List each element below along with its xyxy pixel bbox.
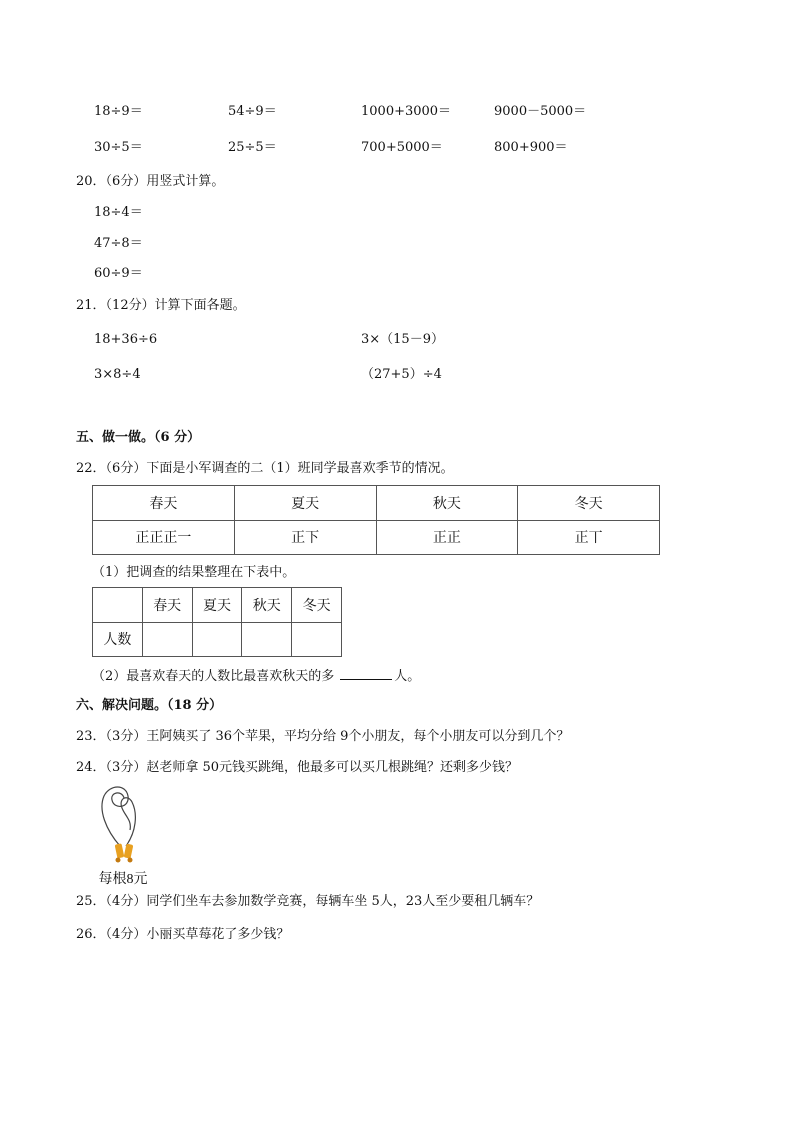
q21-title: 21．（12分）计算下面各题。 bbox=[76, 298, 246, 313]
q24-text: 24．（3分）赵老师拿 50元钱买跳绳，他最多可以买几根跳绳？还剩多少钱？ bbox=[76, 760, 518, 775]
survey-season-spring: 春天 bbox=[93, 486, 235, 521]
survey-tally-winter: 正丅 bbox=[518, 520, 660, 555]
survey-header-row bbox=[93, 486, 660, 521]
q22-sub2-prefix: （2）最喜欢春天的人数比最喜欢秋天的多 bbox=[92, 669, 335, 684]
result-table bbox=[92, 587, 342, 657]
oral-r2-c4: 800+900＝ bbox=[494, 140, 568, 155]
q22-title: 22．（6分）下面是小军调查的二（1）班同学最喜欢季节的情况。 bbox=[76, 461, 454, 476]
survey-tally-spring: 正正正一 bbox=[93, 520, 235, 555]
q20-item-1: 18÷4＝ bbox=[94, 205, 143, 220]
q21-item-1: 18+36÷6 bbox=[94, 332, 158, 347]
oral-r2-c3: 700+5000＝ bbox=[361, 140, 443, 155]
survey-tally-autumn: 正正 bbox=[376, 520, 518, 555]
oral-r1-c2: 54÷9＝ bbox=[228, 104, 277, 119]
survey-tally-row bbox=[93, 520, 660, 555]
result-cell-summer[interactable] bbox=[192, 622, 242, 657]
result-count-row bbox=[93, 622, 342, 657]
oral-r1-c3: 1000+3000＝ bbox=[361, 104, 452, 119]
result-cell-autumn[interactable] bbox=[242, 622, 292, 657]
q23-text: 23．（3分）王阿姨买了 36个苹果，平均分给 9个小朋友，每个小朋友可以分到几个？ bbox=[76, 729, 570, 744]
q20-title: 20．（6分）用竖式计算。 bbox=[76, 174, 225, 189]
survey-season-summer: 夏天 bbox=[234, 486, 376, 521]
survey-season-autumn: 秋天 bbox=[376, 486, 518, 521]
result-row-label: 人数 bbox=[93, 622, 143, 657]
q20-item-3: 60÷9＝ bbox=[94, 266, 143, 281]
q22-sub1: （1）把调查的结果整理在下表中。 bbox=[92, 565, 296, 580]
result-header-winter: 冬天 bbox=[292, 588, 342, 623]
q21-item-3: 3×8÷4 bbox=[94, 367, 141, 382]
result-cell-spring[interactable] bbox=[142, 622, 192, 657]
q20-item-2: 47÷8＝ bbox=[94, 236, 143, 251]
section-5-title: 五、做一做。（6 分） bbox=[76, 430, 201, 445]
q22-sub2 bbox=[92, 667, 420, 685]
jump-rope-image bbox=[92, 780, 154, 887]
result-header-summer: 夏天 bbox=[192, 588, 242, 623]
q21-item-4: （27+5）÷4 bbox=[361, 367, 442, 382]
q22-sub2-suffix: 人。 bbox=[394, 669, 421, 684]
rope-price-label: 每根8元 bbox=[98, 872, 148, 887]
oral-r1-c4: 9000－5000＝ bbox=[494, 104, 587, 119]
section-6-title: 六、解决问题。（18 分） bbox=[76, 698, 223, 713]
result-header-blank bbox=[93, 588, 143, 623]
result-header-spring: 春天 bbox=[142, 588, 192, 623]
survey-season-winter: 冬天 bbox=[518, 486, 660, 521]
q22-answer-blank[interactable] bbox=[340, 667, 392, 680]
oral-r1-c1: 18÷9＝ bbox=[94, 104, 143, 119]
jump-rope-icon bbox=[92, 780, 154, 868]
result-header-autumn: 秋天 bbox=[242, 588, 292, 623]
q21-item-2: 3×（15－9） bbox=[361, 332, 444, 347]
q26-text: 26．（4分）小丽买草莓花了多少钱？ bbox=[76, 927, 290, 942]
oral-r2-c1: 30÷5＝ bbox=[94, 140, 143, 155]
q25-text: 25．（4分）同学们坐车去参加数学竞赛，每辆车坐 5人，23人至少要租几辆车？ bbox=[76, 894, 540, 909]
result-cell-winter[interactable] bbox=[292, 622, 342, 657]
survey-tally-summer: 正下 bbox=[234, 520, 376, 555]
oral-r2-c2: 25÷5＝ bbox=[228, 140, 277, 155]
survey-table bbox=[92, 485, 660, 555]
result-header-row bbox=[93, 588, 342, 623]
